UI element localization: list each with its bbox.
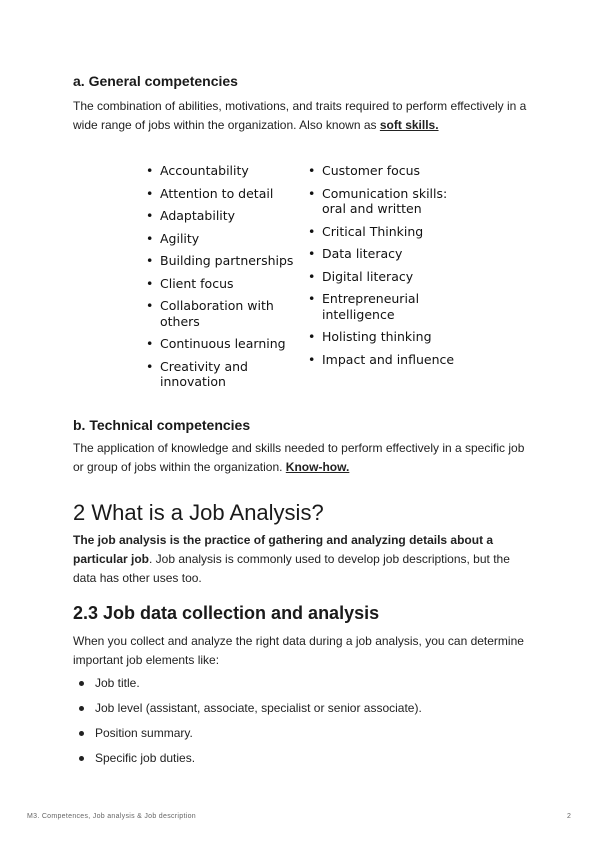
job-elements-list xyxy=(78,675,422,775)
competency-item: • Accountability xyxy=(146,163,306,179)
page-number: 2 xyxy=(567,813,571,820)
competency-item: • Customer focus xyxy=(308,163,468,179)
know-how-emphasis: Know-how. xyxy=(285,460,350,474)
soft-skills-emphasis: soft skills. xyxy=(379,118,439,132)
data-collection-heading: 2.3 Job data collection and analysis xyxy=(73,603,380,623)
footer-title: M3. Competences, Job analysis & Job description xyxy=(27,813,196,820)
list-item: Job title. xyxy=(78,675,422,700)
competency-list-right xyxy=(308,163,468,374)
competency-item: • Attention to detail xyxy=(146,186,306,202)
competency-item: • Agility xyxy=(146,231,306,247)
competency-item: • Adaptability xyxy=(146,208,306,224)
competency-item: • Creativity and innovation xyxy=(146,359,306,390)
technical-competencies-heading: b. Technical competencies xyxy=(73,417,251,433)
competency-item: • Holisting thinking xyxy=(308,329,468,345)
technical-competencies-text: The application of knowledge and skills needed to perform effectively in a specific job or group of jobs within the organization. Know-how. xyxy=(73,441,525,474)
competency-item: • Impact and influence xyxy=(308,352,468,368)
competency-item: • Entrepreneurial intelligence xyxy=(308,291,468,322)
competency-item: • Collaboration with others xyxy=(146,298,306,329)
competency-item: • Continuous learning xyxy=(146,336,306,352)
general-competencies-heading: a. General competencies xyxy=(73,73,238,89)
competency-item: • Digital literacy xyxy=(308,269,468,285)
competency-item: • Comunication skills: oral and written xyxy=(308,186,468,217)
job-analysis-text: The job analysis is the practice of gathering and analyzing details about a particular job. Job analysis is commonly used to develop job descriptions, but the data has other uses too. xyxy=(73,533,510,585)
competency-item: • Critical Thinking xyxy=(308,224,468,240)
general-competencies-text: The combination of abilities, motivations, and traits required to perform effectively in a wide range of jobs within the organization. Also known as soft skills. xyxy=(73,99,527,132)
list-item: Position summary. xyxy=(78,725,422,750)
competency-list-left xyxy=(146,163,306,397)
list-item: Specific job duties. xyxy=(78,750,422,775)
competency-item: • Data literacy xyxy=(308,246,468,262)
competency-item: • Building partnerships xyxy=(146,253,306,269)
data-collection-intro: When you collect and analyze the right data during a job analysis, you can determine important job elements like: xyxy=(73,634,524,667)
job-analysis-heading: 2 What is a Job Analysis? xyxy=(73,500,324,525)
competency-item: • Client focus xyxy=(146,276,306,292)
job-analysis-definition: The job analysis is the practice of gathering and analyzing details about a particular job xyxy=(73,533,494,566)
list-item: Job level (assistant, associate, specialist or senior associate). xyxy=(78,700,422,725)
